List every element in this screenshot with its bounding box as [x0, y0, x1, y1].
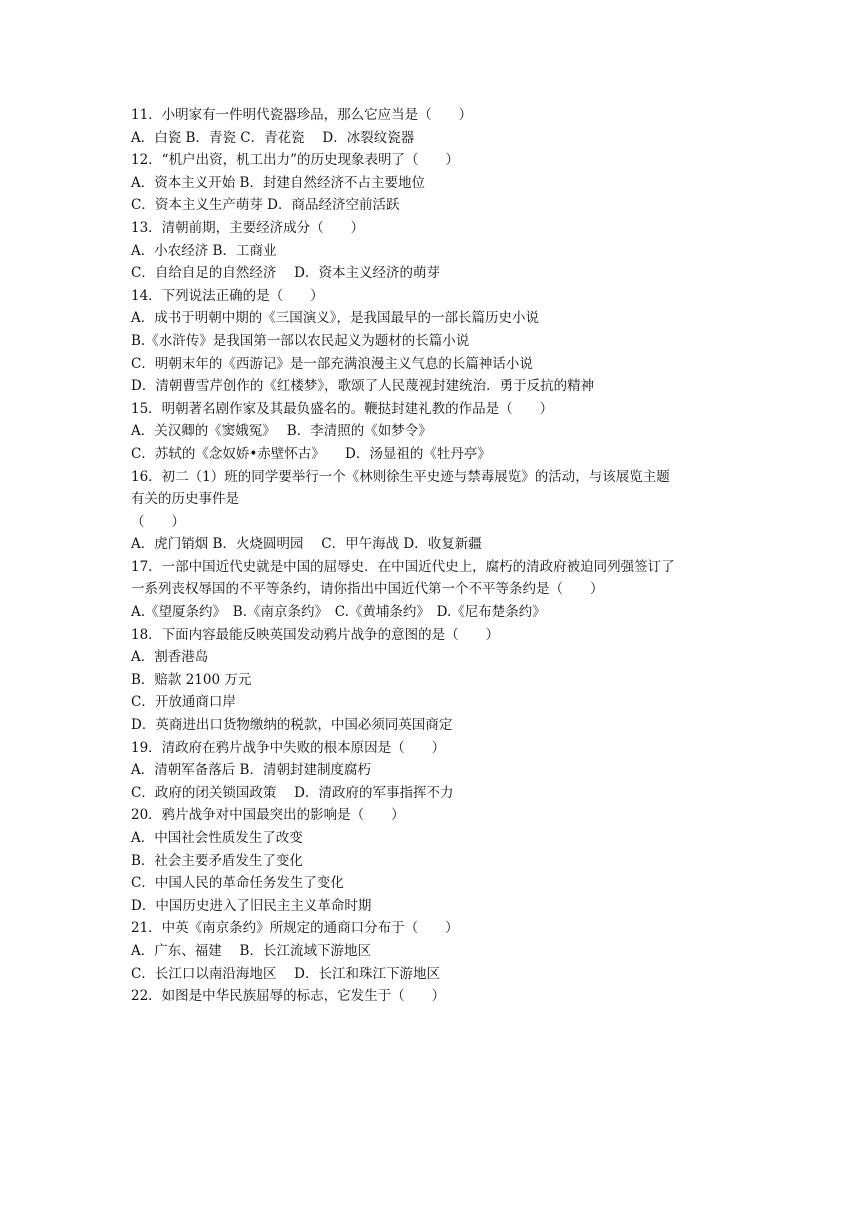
text-line: A．小农经济 B．工商业: [131, 242, 277, 259]
text-line: 有关的历史事件是: [131, 491, 239, 508]
text-line: 13．清朝前期，主要经济成分（ ）: [131, 219, 365, 236]
text-line: D．中国历史进入了旧民主主义革命时期: [131, 897, 372, 914]
text-line: 11．小明家有一件明代瓷器珍品，那么它应当是（ ）: [131, 107, 473, 123]
text-line: B．社会主要矛盾发生了变化: [131, 852, 303, 869]
text-line: A．资本主义开始 B．封建自然经济不占主要地位: [131, 174, 425, 191]
text-line: A．成书于明朝中期的《三国演义》，是我国最早的一部长篇历史小说: [131, 310, 539, 327]
text-line: 22．如图是中华民族屈辱的标志，它发生于（ ）: [131, 988, 446, 1005]
text-line: A．割香港岛: [131, 649, 209, 666]
text-line: 17．一部中国近代史就是中国的屈辱史．在中国近代史上，腐朽的清政府被迫同列强签订了: [131, 558, 675, 575]
text-line: C．中国人民的革命任务发生了变化: [131, 875, 344, 892]
text-line: 18．下面内容最能反映英国发动鸦片战争的意图的是（ ）: [131, 626, 500, 643]
text-line: B.《水浒传》是我国第一部以农民起义为题材的长篇小说: [131, 332, 470, 349]
text-line: 20．鸦片战争对中国最突出的影响是（ ）: [131, 807, 405, 824]
text-line: 14．下列说法正确的是（ ）: [131, 287, 324, 304]
text-line: D．英商进出口货物缴纳的税款，中国必须同英国商定: [131, 717, 453, 734]
text-line: 21．中英《南京条约》所规定的通商口分布于（ ）: [131, 920, 459, 937]
text-line: A．中国社会性质发生了改变: [131, 830, 303, 846]
text-line: A．广东、福建 B．长江流域下游地区: [131, 942, 371, 959]
text-line: C．自给自足的自然经济 D．资本主义经济的萌芽: [131, 265, 440, 282]
text-line: C．开放通商口岸: [131, 694, 236, 711]
text-line: A．虎门销烟 B．火烧圆明园 C．甲午海战 D．收复新疆: [131, 536, 482, 553]
text-line: A.《望厦条约》 B.《南京条约》 C.《黄埔条约》 D.《尼布楚条约》: [131, 604, 546, 621]
text-line: C．苏轼的《念奴娇•赤壁怀古》 D．汤显祖的《牡丹亭》: [131, 445, 491, 462]
text-line: A．清朝军备落后 B．清朝封建制度腐朽: [131, 762, 371, 779]
text-line: A．关汉卿的《窦娥冤》 B．李清照的《如梦令》: [131, 423, 432, 440]
text-line: B．赔款 2100 万元: [131, 671, 252, 688]
text-line: 一系列丧权辱国的不平等条约，请你指出中国近代第一个不平等条约是（ ）: [131, 581, 604, 598]
text-line: C．资本主义生产萌芽 D．商品经济空前活跃: [131, 197, 400, 214]
text-line: 12．“机户出资，机工出力”的历史现象表明了（ ）: [131, 152, 459, 169]
text-line: C．明朝末年的《西游记》是一部充满浪漫主义气息的长篇神话小说: [131, 355, 533, 372]
text-line: 19．清政府在鸦片战争中失败的根本原因是（ ）: [131, 739, 446, 756]
text-line: 15．明朝著名剧作家及其最负盛名的。鞭挞封建礼教的作品是（ ）: [131, 400, 554, 417]
text-line: C．政府的闭关锁国政策 D．清政府的军事指挥不力: [131, 784, 454, 801]
text-line: D．清朝曹雪芹创作的《红楼梦》，歌颂了人民蔑视封建统治．勇于反抗的精神: [131, 378, 595, 395]
text-line: C．长江口以南沿海地区 D．长江和珠江下游地区: [131, 965, 440, 982]
text-line: A．白瓷 B．青瓷 C．青花瓷 D．冰裂纹瓷器: [131, 129, 415, 146]
text-line: （ ）: [131, 513, 185, 530]
text-line: 16．初二（1）班的同学要举行一个《林则徐生平史迹与禁毒展览》的活动，与该展览主题: [131, 468, 670, 485]
document-body: [131, 104, 741, 1008]
